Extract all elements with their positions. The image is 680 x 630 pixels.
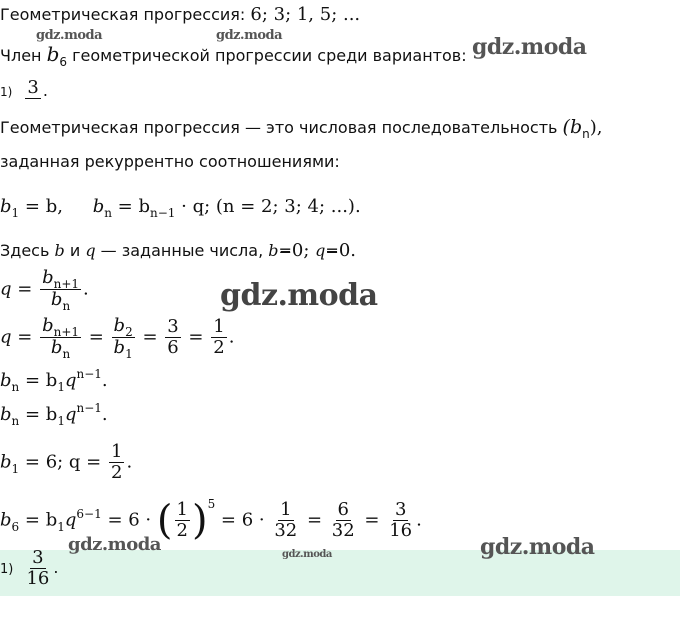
watermark: gdz.moda xyxy=(472,34,587,60)
watermark: gdz.moda xyxy=(480,534,595,560)
bn-formula: $b_n = b_1q^{n-1}$. xyxy=(0,367,108,394)
q-formula: q = $\frac{b_{n+1}}{b_n}$ . xyxy=(0,267,89,313)
given-line: Здесь b и q — заданные числа, b=0; q=0. xyxy=(0,240,356,261)
question-line: Член $b_6$ геометрической прогрессии среди вариантов: xyxy=(0,42,467,69)
recurrence-formula: $b_1 = b$, $b_n = b_{n-1} \cdot q$; (n = 2; 3; 4; ...). xyxy=(0,196,361,220)
watermark: gdz.moda xyxy=(216,28,283,43)
option-one: 1) 3 . xyxy=(0,77,48,100)
b6-computation: $b_6 = b_1q^{6-1} = 6$ · ( $\frac{1}{2}$ )$^5$ = 6 · $\frac{1}{32}$ = $\frac{6}{32}$ = $\frac{3}{16}$ . xyxy=(0,496,422,544)
watermark: gdz.moda xyxy=(282,549,332,560)
watermark: gdz.moda xyxy=(220,278,378,313)
progression-line: Геометрическая прогрессия: 6; 3; 1, 5; ... xyxy=(0,4,361,25)
b1-values: $b_1 = 6$; q = $\frac{1}{2}$ . xyxy=(0,441,133,483)
bn-formula: $b_n = b_1q^{n-1}$. xyxy=(0,401,108,428)
q-computation: q = $\frac{b_{n+1}}{b_n}$ = $\frac{b_2}{b_1}$ = $\frac{3}{6}$ = $\frac{1}{2}$ . xyxy=(0,315,235,361)
answer: 1) $\frac{3}{16}$ . xyxy=(0,547,59,589)
definition-line-2: заданная рекуррентно соотношениями: xyxy=(0,152,340,171)
watermark: gdz.moda xyxy=(36,28,103,43)
watermark: gdz.moda xyxy=(68,534,161,555)
definition-line-1: Геометрическая прогрессия — это числовая последовательность $(b_n)$, xyxy=(0,116,603,141)
